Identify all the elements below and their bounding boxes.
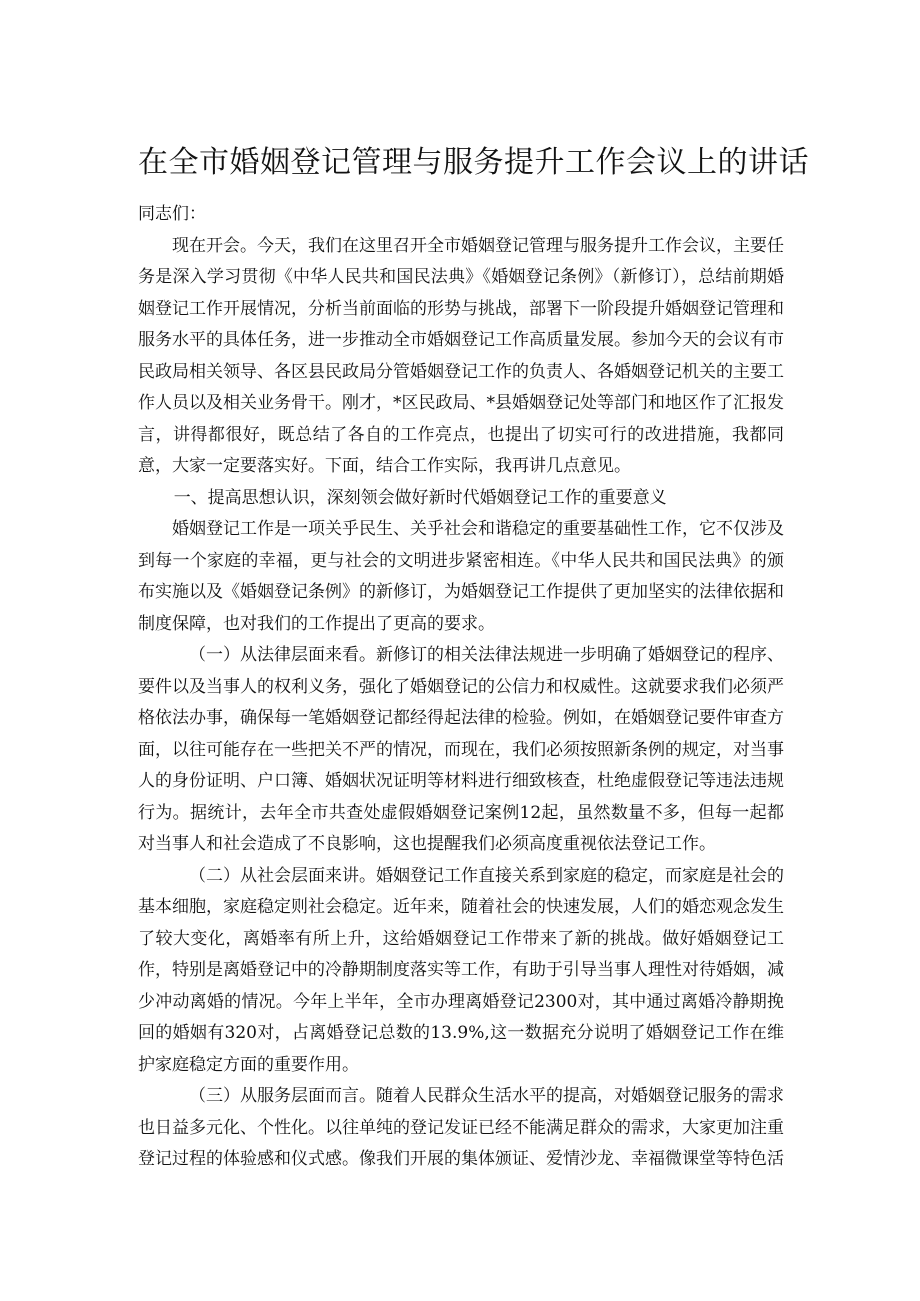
page-title: 在全市婚姻登记管理与服务提升工作会议上的讲话: [138, 145, 809, 180]
paragraph-significance: 婚姻登记工作是一项关乎民生、关乎社会和谐稳定的重要基础性工作，它不仅涉及到每一个家庭的幸福，更与社会的文明进步紧密相连。《中华人民共和国民法典》的颁布实施以及《婚姻登记条例》的新修订，为婚姻登记工作提供了更加坚实的法律依据和制度保障，也对我们的工作提出了更高的要求。: [138, 519, 784, 634]
paragraph-social-level: （二）从社会层面来讲。婚姻登记工作直接关系到家庭的稳定，而家庭是社会的基本细胞，家庭稳定则社会稳定。近年来，随着社会的快速发展，人们的婚恋观念发生了较大变化，离婚率有所上升，这给婚姻登记工作带来了新的挑战。做好婚姻登记工作，特别是离婚登记中的冷静期制度落实等工作，有助于引导当事人理性对待婚姻，减少冲动离婚的情况。今年上半年，全市办理离婚登记2300对，其中通过离婚冷静期挽回的婚姻有320对，占离婚登记总数的13.9%,这一数据充分说明了婚姻登记工作在维护家庭稳定方面的重要作用。: [138, 865, 784, 1075]
salutation: 同志们：: [138, 204, 206, 224]
paragraph-service-level: （三）从服务层面而言。随着人民群众生活水平的提高，对婚姻登记服务的需求也日益多元化、个性化。以往单纯的登记发证已经不能满足群众的需求，大家更加注重登记过程的体验感和仪式感。像我们开展的集体颁证、爱情沙龙、幸福微课堂等特色活: [138, 1086, 784, 1169]
section-heading-1: 一、提高思想认识，深刻领会做好新时代婚姻登记工作的重要意义: [173, 487, 667, 508]
paragraph-opening: 现在开会。今天，我们在这里召开全市婚姻登记管理与服务提升工作会议，主要任务是深入学习贯彻《中华人民共和国民法典》《婚姻登记条例》（新修订），总结前期婚姻登记工作开展情况，分析当前面临的形势与挑战，部署下一阶段提升婚姻登记管理和服务水平的具体任务，进一步推动全市婚姻登记工作高质量发展。参加今天的会议有市民政局相关领导、各区县民政局分管婚姻登记工作的负责人、各婚姻登记机关的主要工作人员以及相关业务骨干。刚才，*区民政局、*县婚姻登记处等部门和地区作了汇报发言，讲得都很好，既总结了各自的工作亮点，也提出了切实可行的改进措施，我都同意，大家一定要落实好。下面，结合工作实际，我再讲几点意见。: [138, 235, 784, 476]
paragraph-legal-level: （一）从法律层面来看。新修订的相关法律法规进一步明确了婚姻登记的程序、要件以及当事人的权利义务，强化了婚姻登记的公信力和权威性。这就要求我们必须严格依法办事，确保每一笔婚姻登记都经得起法律的检验。例如，在婚姻登记要件审查方面，以往可能存在一些把关不严的情况，而现在，我们必须按照新条例的规定，对当事人的身份证明、户口簿、婚姻状况证明等材料进行细致核查，杜绝虚假登记等违法违规行为。据统计，去年全市共查处虚假婚姻登记案例12起，虽然数量不多，但每一起都对当事人和社会造成了不良影响，这也提醒我们必须高度重视依法登记工作。: [138, 645, 784, 854]
speech-body: [138, 199, 784, 1176]
